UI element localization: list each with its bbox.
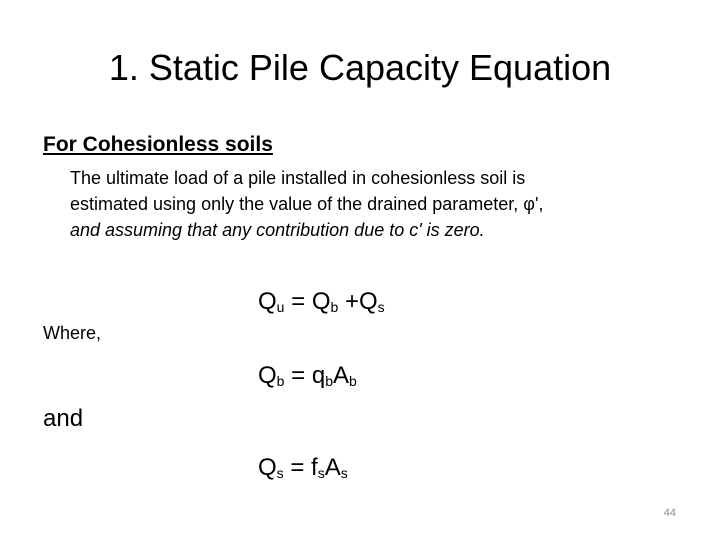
eq3-equals: = <box>283 454 312 481</box>
eq1-term2-sub: s <box>377 299 385 315</box>
eq2-term1-sub: b <box>325 373 333 389</box>
and-label: and <box>43 405 84 432</box>
equation-base-capacity <box>258 360 357 392</box>
eq3-lhs: Q <box>258 454 277 481</box>
eq3-term1: f <box>311 454 318 481</box>
eq1-equals: = <box>284 288 312 315</box>
page-number: 44 <box>663 507 676 519</box>
eq1-lhs: Q <box>258 288 277 315</box>
eq1-lhs-sub: u <box>276 299 285 315</box>
section-heading: For Cohesionless soils <box>43 133 273 156</box>
body-line-3-italic: and assuming that any contribution due to c' is zero. <box>70 220 485 240</box>
eq1-term1: Q <box>311 288 331 315</box>
eq2-term2: A <box>332 362 349 389</box>
equation-shaft-capacity <box>258 452 348 484</box>
eq3-term2: A <box>324 454 341 481</box>
body-line-3 <box>70 217 690 243</box>
where-label: Where, <box>43 323 102 343</box>
eq2-lhs: Q <box>258 362 277 389</box>
eq1-term2: Q <box>358 288 378 315</box>
eq1-term1-sub: b <box>330 299 339 315</box>
body-paragraph <box>70 165 690 243</box>
eq2-lhs-sub: b <box>276 373 285 389</box>
eq2-equals: = <box>284 362 312 389</box>
equation-total-capacity <box>258 286 385 318</box>
eq1-plus: + <box>338 288 359 315</box>
eq2-term2-sub: b <box>349 373 357 389</box>
slide-title: 1. Static Pile Capacity Equation <box>108 47 612 88</box>
eq3-lhs-sub: s <box>276 465 284 481</box>
eq2-term1: q <box>311 362 326 389</box>
body-line-1: The ultimate load of a pile installed in cohesionless soil is <box>70 168 526 188</box>
body-line-2: estimated using only the value of the drained parameter, φ', <box>70 194 544 214</box>
eq3-term1-sub: s <box>317 465 325 481</box>
eq3-term2-sub: s <box>340 465 348 481</box>
